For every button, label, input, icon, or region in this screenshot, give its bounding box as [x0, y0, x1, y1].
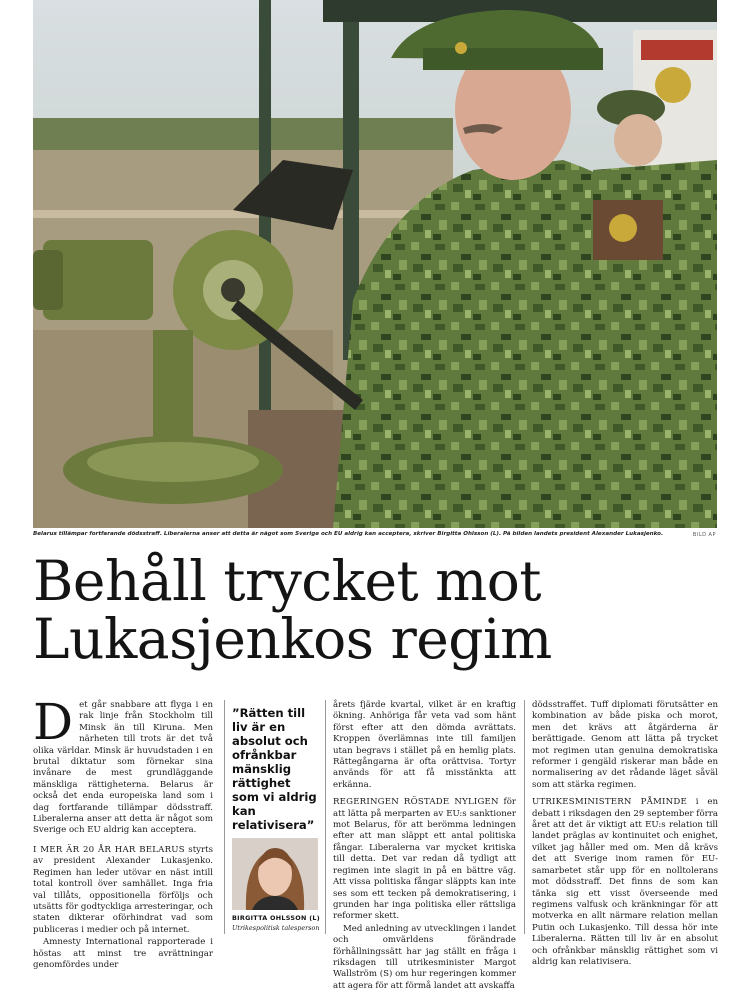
headline-line-1: Behåll trycket mot — [33, 549, 541, 613]
article-column-1 — [33, 693, 213, 972]
lead-photo — [33, 0, 717, 528]
author-role: Utrikespolitisk talesperson — [232, 924, 320, 932]
section-lead-in: UTRIKESMINISTERN PÅMINDE — [532, 797, 687, 808]
article-column-3 — [333, 700, 516, 993]
headline-line-2: Lukasjenkos regim — [33, 607, 552, 671]
paragraph: Amnesty International rapporterade i höstas att minst tre avrättningar genomfördes under — [33, 937, 213, 970]
photo-credit: BILD AP — [692, 532, 716, 538]
paragraph-text: styrts av president Alexander Lukasjenko. Regimen han leder utövar en näst intill total kontroll över samhället. Inga fria val tillåts, oppositionella förföljs och utsätts för godtyckliga arresteringar, och staten dikterar oförhindrat vad som publiceras i medier och på internet. — [33, 844, 213, 935]
section-lead-in: I MER ÄR 20 ÅR HAR BELARUS — [33, 844, 185, 855]
lead-paragraph — [33, 693, 213, 837]
paragraph — [333, 797, 516, 922]
photo-illustration — [33, 0, 717, 528]
paragraph: årets fjärde kvartal, vilket är en kraftig ökning. Anhöriga får veta vad som hänt först efter att den dömda avrättats. Kroppen överlämnas inte till familjen utan begravs i stället på en hemlig plats. Rättegångarna är ofta orättvisa. Tortyr används för att få misstänkta att erkänna. — [333, 700, 516, 790]
headline — [33, 549, 733, 671]
paragraph: Med anledning av utvecklingen i landet och omvärldens förändrade förhållningssätt har jag ställt en fråga i riksdagen till utrikesminister Margot Wallström (S) om hur regeringen kommer att agera för att förmå landet att avskaffa — [333, 923, 516, 991]
paragraph — [33, 845, 213, 936]
article-column-4 — [532, 700, 718, 969]
paragraph-text: för att lätta på merparten av EU:s sanktioner mot Belarus, för att berömma ledningen efter att man släppt ett antal politiska fångar. Liberalerna var mycket kritiska till detta. Det var redan då tydligt att regimen inte slagit in på en bättre väg. Att vissa politiska fångar släppts kan inte ses som ett tecken på demokratisering, i grunden har inga politiska eller rättsliga reformer skett. — [333, 797, 517, 922]
drop-cap: D — [33, 693, 74, 751]
portrait-illustration — [232, 838, 318, 910]
column-divider — [224, 700, 225, 934]
section-lead-in: REGERINGEN RÖSTADE NYLIGEN — [333, 797, 499, 808]
paragraph: dödsstraffet. Tuff diplomati förutsätter en kombination av både piska och morot, men det krävs att åtgärderna är berättigade. Genom att lätta på trycket mot regimen utan genuina demokratiska reformer i gengäld riskerar man både en normalisering av det rådande läget såväl som att stärka regimen. — [532, 700, 718, 790]
pull-quote: ”Rätten till liv är en absolut och ofrånkbar mänsklig rättighet som vi aldrig kan relativisera” — [232, 706, 317, 832]
column-divider — [325, 700, 326, 934]
author-portrait — [232, 838, 318, 910]
paragraph — [532, 797, 718, 968]
paragraph-text: i en debatt i riksdagen den 29 september förra året att det är viktigt att EU:s relation till landet präglas av kontinuitet och enighet, vilket jag håller med om. Men då krävs det att Sverige inom ramen för EU-samarbetet står upp för en nolltolerans mot dödsstraff. Det finns de som kan tänka sig ett visst överseende med regimens valfusk och kränkningar för att motverka en allt närmare relation mellan Putin och Lukasjenko. Till dessa hör inte Liberalerna. Rätten till liv är en absolut och ofrånkbar mänsklig rättighet som vi aldrig kan relativisera. — [532, 797, 718, 967]
column-divider — [524, 700, 525, 934]
photo-caption: Belarus tillämpar fortfarande dödsstraff. Liberalerna anser att detta är något som Sverige och EU aldrig kan acceptera, skriver Birgitta Ohlsson (L). På bilden landets president Alexander Lukasjenko. — [33, 531, 664, 537]
paragraph: et går snabbare att flyga i en rak linje från Stockholm till Minsk än till Kiruna. Men närheten till trots är det två olika världar. Minsk är huvudstaden i en brutal diktatur som förnekar sina invånare de mest grundläggande mänskliga rättigheterna. Belarus är också det enda europeiska land som i dag fortfarande tillämpar dödsstraff. Liberalerna anser att detta är något som Sverige och EU aldrig kan acceptera. — [33, 700, 213, 836]
author-name: BIRGITTA OHLSSON (L) — [232, 914, 321, 922]
